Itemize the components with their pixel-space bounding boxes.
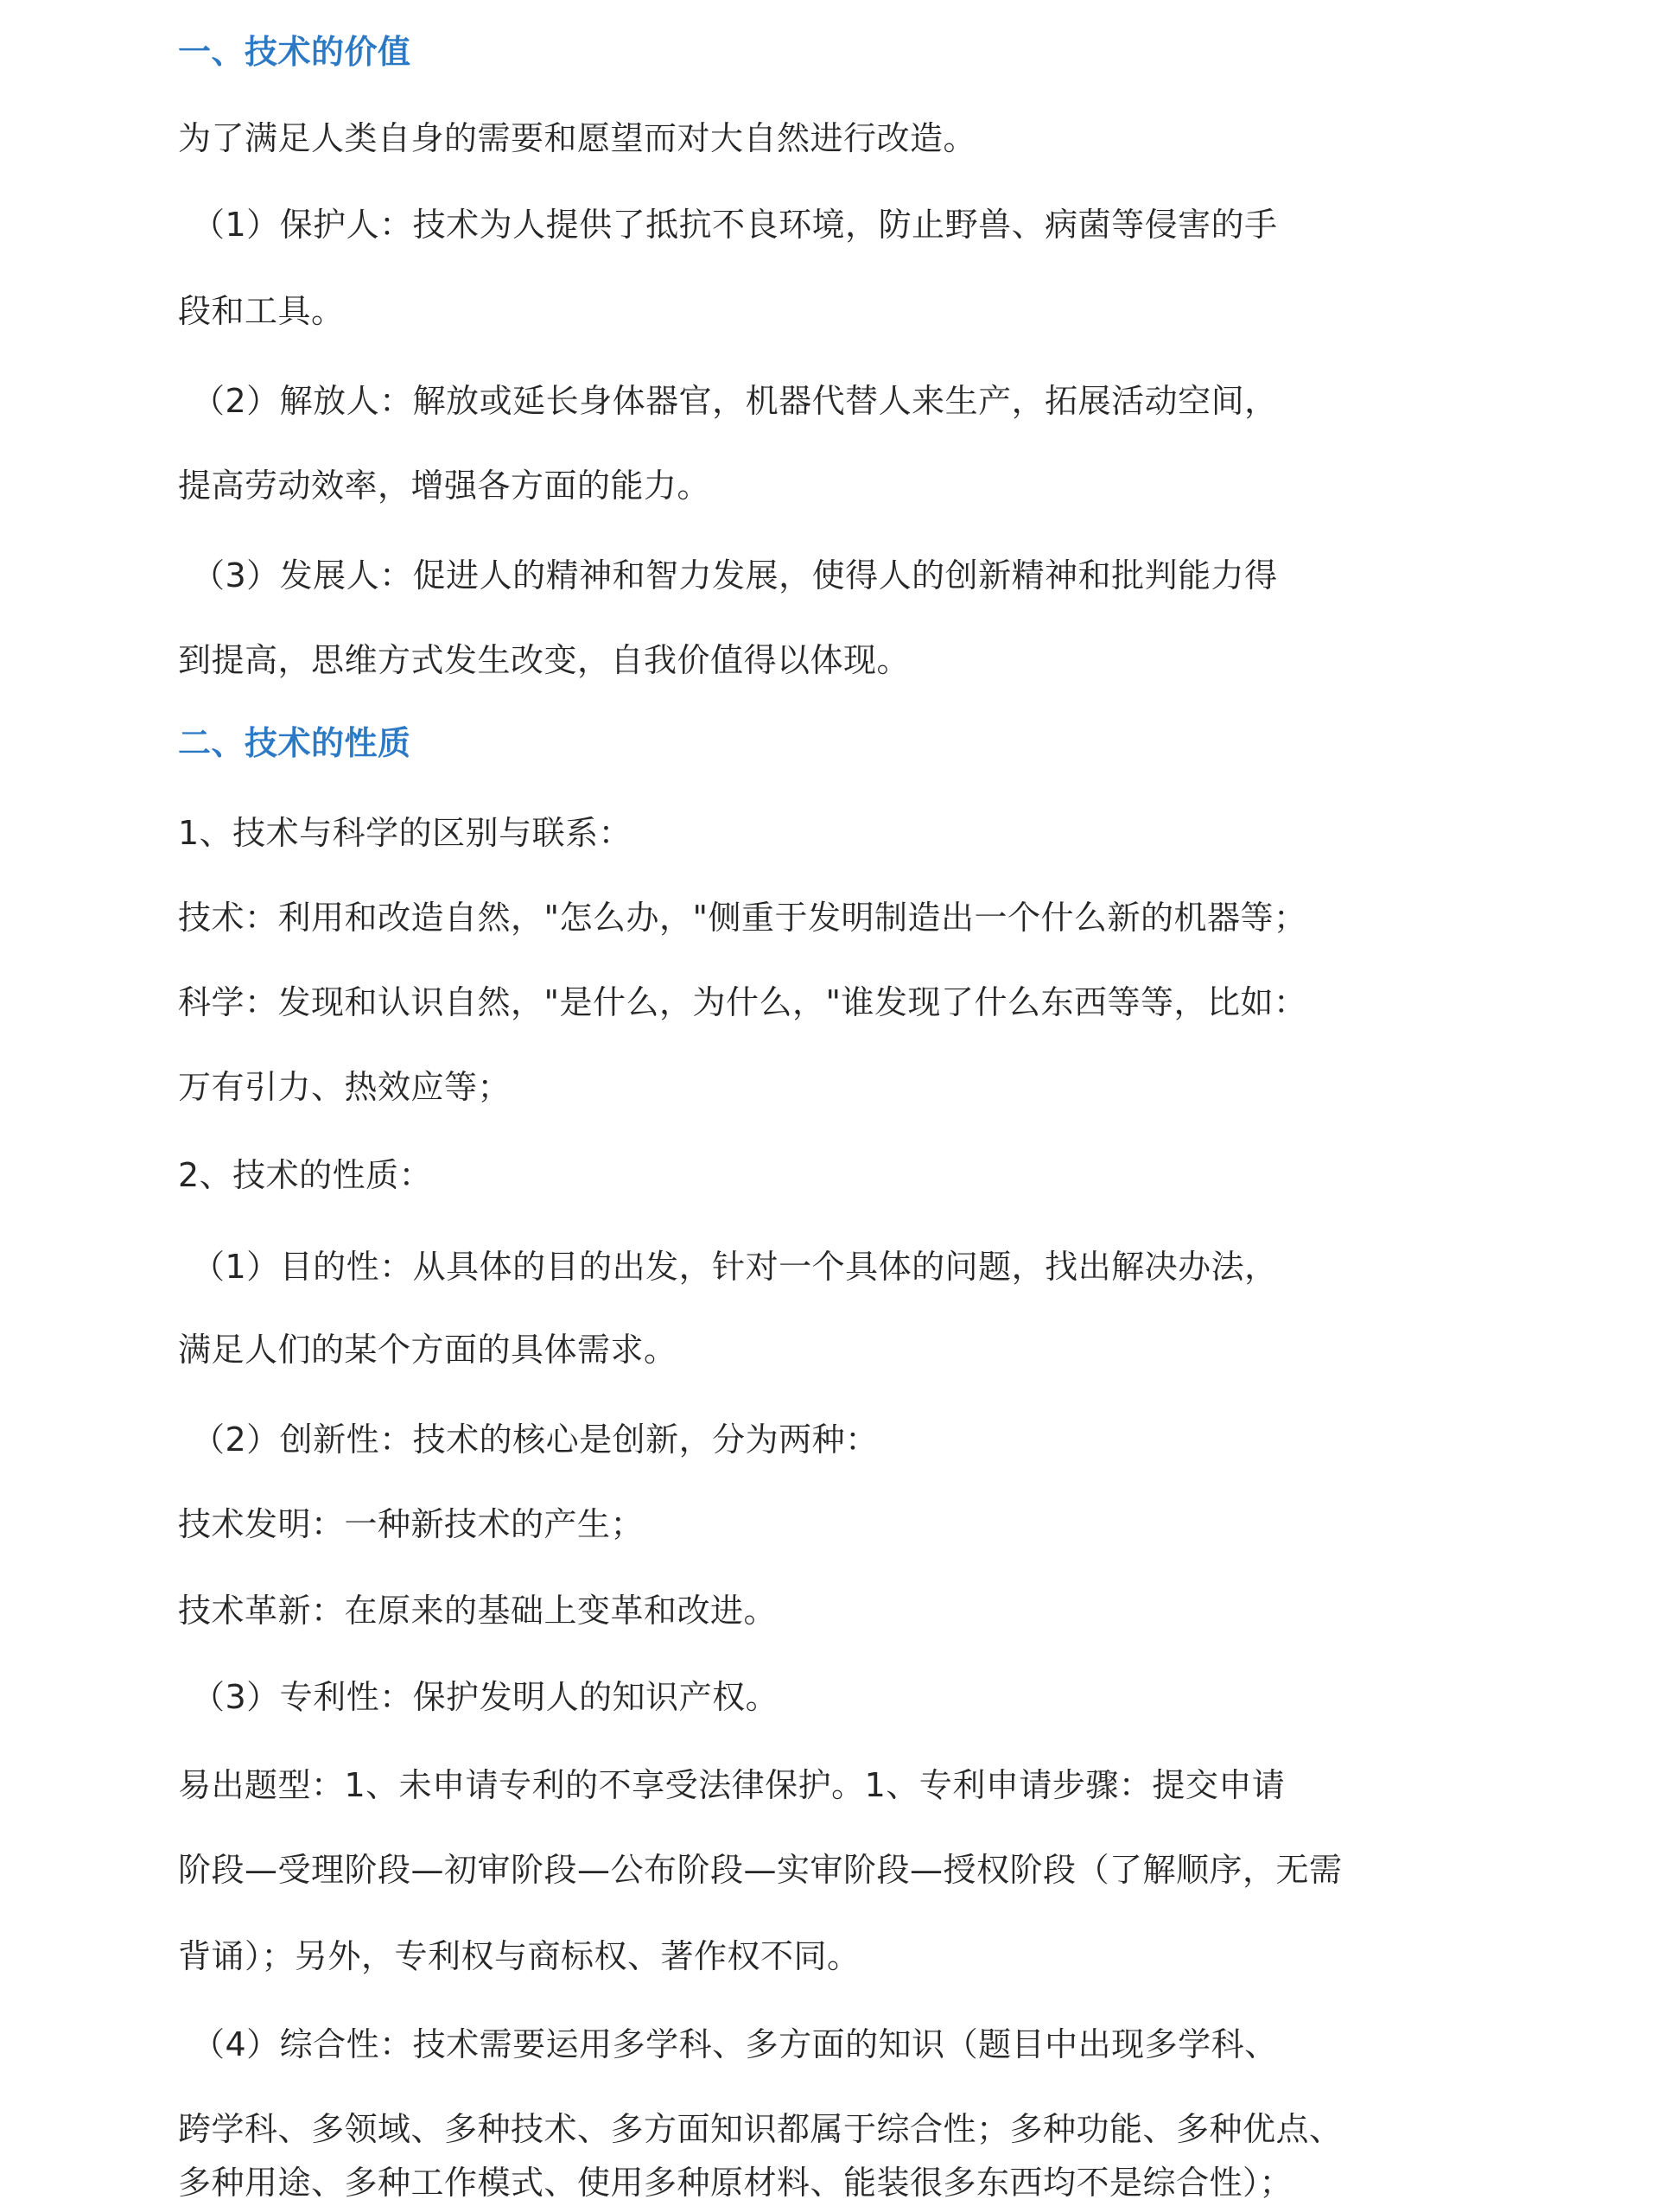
section-heading-nature: 二、技术的性质 [178, 724, 411, 762]
section-heading-value: 一、技术的价值 [178, 33, 411, 71]
paragraph-line: 阶段—受理阶段—初审阶段—公布阶段—实审阶段—授权阶段（了解顺序，无需 [178, 1851, 1343, 1889]
paragraph-line: 满足人们的某个方面的具体需求。 [178, 1331, 677, 1369]
list-item-liberate: （2）解放人：解放或延长身体器官，机器代替人来生产，拓展活动空间， [192, 382, 1278, 420]
list-item-develop: （3）发展人：促进人的精神和智力发展，使得人的创新精神和批判能力得 [192, 556, 1278, 594]
list-item-protect: （1）保护人：技术为人提供了抵抗不良环境，防止野兽、病菌等侵害的手 [192, 206, 1278, 244]
paragraph-line: 段和工具。 [178, 292, 345, 330]
list-item-purpose: （1）目的性：从具体的目的出发，针对一个具体的问题，找出解决办法， [192, 1248, 1278, 1286]
paragraph-line: 2、技术的性质： [178, 1156, 433, 1194]
paragraph-line: 技术革新：在原来的基础上变革和改进。 [178, 1592, 778, 1630]
paragraph-line: 技术：利用和改造自然，"怎么办，"侧重于发明制造出一个什么新的机器等； [178, 899, 1307, 937]
paragraph-line: 万有引力、热效应等； [178, 1068, 512, 1106]
list-item-comprehensive: （4）综合性：技术需要运用多学科、多方面的知识（题目中出现多学科、 [192, 2025, 1278, 2063]
paragraph-line: 1、技术与科学的区别与联系： [178, 814, 632, 852]
list-item-patent: （3）专利性：保护发明人的知识产权。 [192, 1678, 779, 1716]
paragraph-line: 科学：发现和认识自然，"是什么，为什么，"谁发现了什么东西等等，比如： [178, 983, 1307, 1021]
paragraph-line: 到提高，思维方式发生改变，自我价值得以体现。 [178, 641, 911, 679]
paragraph-line: 技术发明：一种新技术的产生； [178, 1505, 645, 1543]
paragraph-line: 为了满足人类自身的需要和愿望而对大自然进行改造。 [178, 119, 977, 157]
list-item-innovation: （2）创新性：技术的核心是创新，分为两种： [192, 1421, 879, 1459]
paragraph-line: 提高劳动效率，增强各方面的能力。 [178, 467, 711, 505]
paragraph-line: 易出题型：1、未申请专利的不享受法律保护。1、专利申请步骤：提交申请 [178, 1766, 1286, 1804]
paragraph-line: 背诵）；另外，专利权与商标权、著作权不同。 [178, 1937, 861, 1975]
paragraph-line: 多种用途、多种工作模式、使用多种原材料、能装很多东西均不是综合性）； [178, 2164, 1294, 2202]
paragraph-line: 跨学科、多领域、多种技术、多方面知识都属于综合性；多种功能、多种优点、 [178, 2110, 1343, 2148]
